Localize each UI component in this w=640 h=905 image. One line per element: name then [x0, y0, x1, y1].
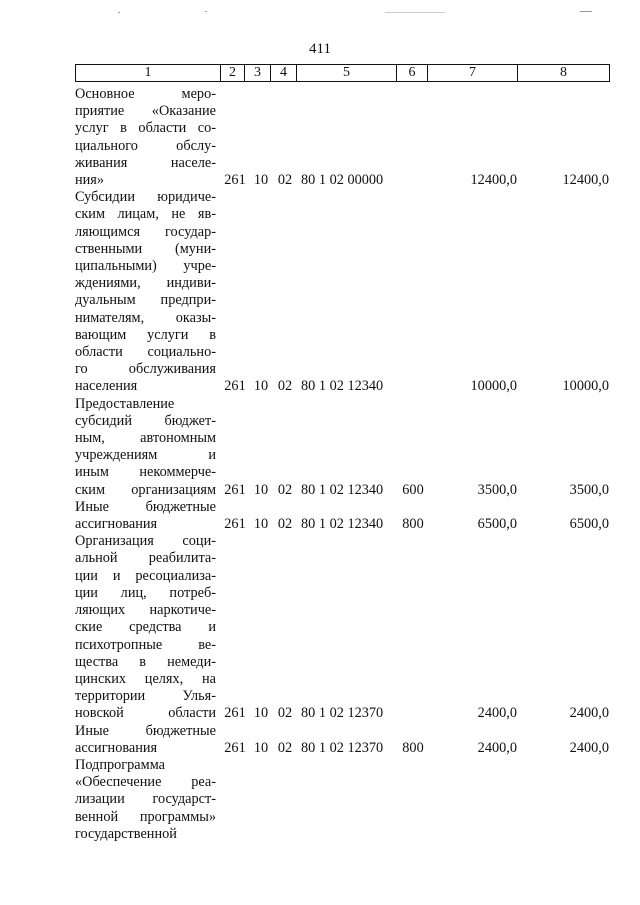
description-line: вающим услуги в — [75, 326, 216, 343]
cell-c3: 10 — [253, 378, 269, 395]
cell-c8: 10000,0 — [562, 378, 609, 395]
cell-c5: 80 1 02 12370 — [301, 705, 384, 722]
cell-c2: 261 — [224, 172, 246, 188]
cell-c3: 10 — [253, 739, 269, 756]
cell-c5: 80 1 02 00000 — [301, 172, 384, 188]
description-line: ным, автономным — [75, 430, 216, 447]
cell-c7: 2400,0 — [477, 739, 517, 756]
cell-c7: 2400,0 — [477, 705, 517, 722]
table-row — [75, 86, 615, 189]
header-col-1: 1 — [75, 64, 221, 82]
description-line: щества в немеди- — [75, 653, 216, 670]
cell-c5: 80 1 02 12340 — [301, 516, 384, 533]
description-line: «Обеспечение реа- — [75, 774, 216, 791]
cell-c3: 10 — [253, 481, 269, 498]
description-line: Субсидии юридиче- — [75, 189, 216, 206]
description-line: ния» — [75, 172, 105, 189]
description-line: ские средства и — [75, 619, 216, 636]
cell-c6: 800 — [402, 516, 424, 533]
description-line: ским организациям — [75, 481, 216, 498]
scan-mark — [580, 11, 592, 12]
cell-c3: 10 — [253, 705, 269, 722]
description-line: населения — [75, 378, 138, 395]
description-line: ляющих наркотиче- — [75, 602, 216, 619]
description-line: ассигнования — [75, 516, 158, 533]
cell-c3: 10 — [253, 516, 269, 533]
table-row — [75, 189, 615, 395]
cell-c4: 02 — [277, 172, 293, 188]
description-line: государственной — [75, 825, 177, 842]
cell-c4: 02 — [277, 516, 293, 533]
cell-c8: 2400,0 — [569, 705, 609, 722]
description-line: циального обслу- — [75, 137, 216, 154]
description-line: Иные бюджетные — [75, 722, 216, 739]
scan-mark — [205, 11, 207, 12]
description-line: ции лиц, потреб- — [75, 584, 216, 601]
cell-c7: 10000,0 — [470, 378, 517, 395]
description-line: Основное меро- — [75, 86, 216, 102]
description-line: цинских целях, на — [75, 670, 216, 687]
cell-c5: 80 1 02 12340 — [301, 481, 384, 498]
description-line: территории Улья- — [75, 688, 216, 705]
description-line: ципальными) учре- — [75, 258, 216, 275]
page-number: 411 — [309, 41, 331, 57]
table-row — [75, 499, 615, 533]
row-description — [75, 86, 216, 189]
cell-c5: 80 1 02 12340 — [301, 378, 384, 395]
description-line: Подпрограмма — [75, 756, 165, 773]
table-row — [75, 533, 615, 722]
header-col-7: 7 — [427, 64, 518, 82]
cell-c4: 02 — [277, 378, 293, 395]
table-row — [75, 396, 615, 499]
scan-mark — [385, 12, 445, 13]
scan-mark — [118, 12, 120, 13]
cell-c8: 6500,0 — [569, 516, 609, 533]
description-line: ассигнования — [75, 739, 158, 756]
header-col-2: 2 — [220, 64, 245, 82]
cell-c2: 261 — [224, 378, 246, 395]
table-row — [75, 723, 615, 757]
cell-c4: 02 — [277, 481, 293, 498]
cell-c2: 261 — [224, 705, 246, 722]
cell-c5: 80 1 02 12370 — [301, 739, 384, 756]
header-col-6: 6 — [396, 64, 428, 82]
table-row — [75, 757, 615, 843]
description-line: Предоставление — [75, 395, 175, 412]
description-line: услуг в области со- — [75, 120, 216, 137]
description-line: Иные бюджетные — [75, 498, 216, 515]
cell-c7: 6500,0 — [477, 516, 517, 533]
table-body — [75, 86, 615, 843]
header-col-8: 8 — [517, 64, 610, 82]
row-description — [75, 533, 216, 722]
cell-c3: 10 — [253, 172, 269, 188]
row-description — [75, 499, 216, 533]
cell-c6: 600 — [402, 481, 424, 498]
cell-c2: 261 — [224, 739, 246, 756]
description-line: го обслуживания — [75, 361, 216, 378]
cell-c4: 02 — [277, 739, 293, 756]
cell-c8: 2400,0 — [569, 739, 609, 756]
description-line: ственными (муни- — [75, 240, 216, 257]
row-description — [75, 396, 216, 499]
description-line: Организация соци- — [75, 533, 216, 550]
description-line: учреждениям и — [75, 447, 216, 464]
description-line: венной программы» — [75, 808, 216, 825]
row-description — [75, 723, 216, 757]
header-col-5: 5 — [296, 64, 397, 82]
row-description — [75, 189, 216, 395]
row-description — [75, 757, 216, 843]
description-line: ским лицам, не яв- — [75, 206, 216, 223]
description-line: живания населе- — [75, 154, 216, 171]
description-line: ляющимся государ- — [75, 223, 216, 240]
cell-c4: 02 — [277, 705, 293, 722]
header-col-3: 3 — [244, 64, 271, 82]
description-line: нимателям, оказы- — [75, 309, 216, 326]
description-line: психотропные ве- — [75, 636, 216, 653]
description-line: ждениями, индиви- — [75, 275, 216, 292]
description-line: области социально- — [75, 344, 216, 361]
description-line: альной реабилита- — [75, 550, 216, 567]
cell-c7: 12400,0 — [470, 172, 517, 188]
cell-c6: 800 — [402, 739, 424, 756]
description-line: новской области — [75, 705, 216, 722]
cell-c7: 3500,0 — [477, 481, 517, 498]
description-line: ции и ресоциализа- — [75, 567, 216, 584]
header-col-4: 4 — [270, 64, 297, 82]
description-line: приятие «Оказание — [75, 103, 216, 120]
description-line: иным некоммерче- — [75, 464, 216, 481]
cell-c2: 261 — [224, 516, 246, 533]
cell-c8: 12400,0 — [562, 172, 609, 188]
description-line: дуальным предпри- — [75, 292, 216, 309]
cell-c8: 3500,0 — [569, 481, 609, 498]
description-line: субсидий бюджет- — [75, 412, 216, 429]
cell-c2: 261 — [224, 481, 246, 498]
description-line: лизации государст- — [75, 791, 216, 808]
